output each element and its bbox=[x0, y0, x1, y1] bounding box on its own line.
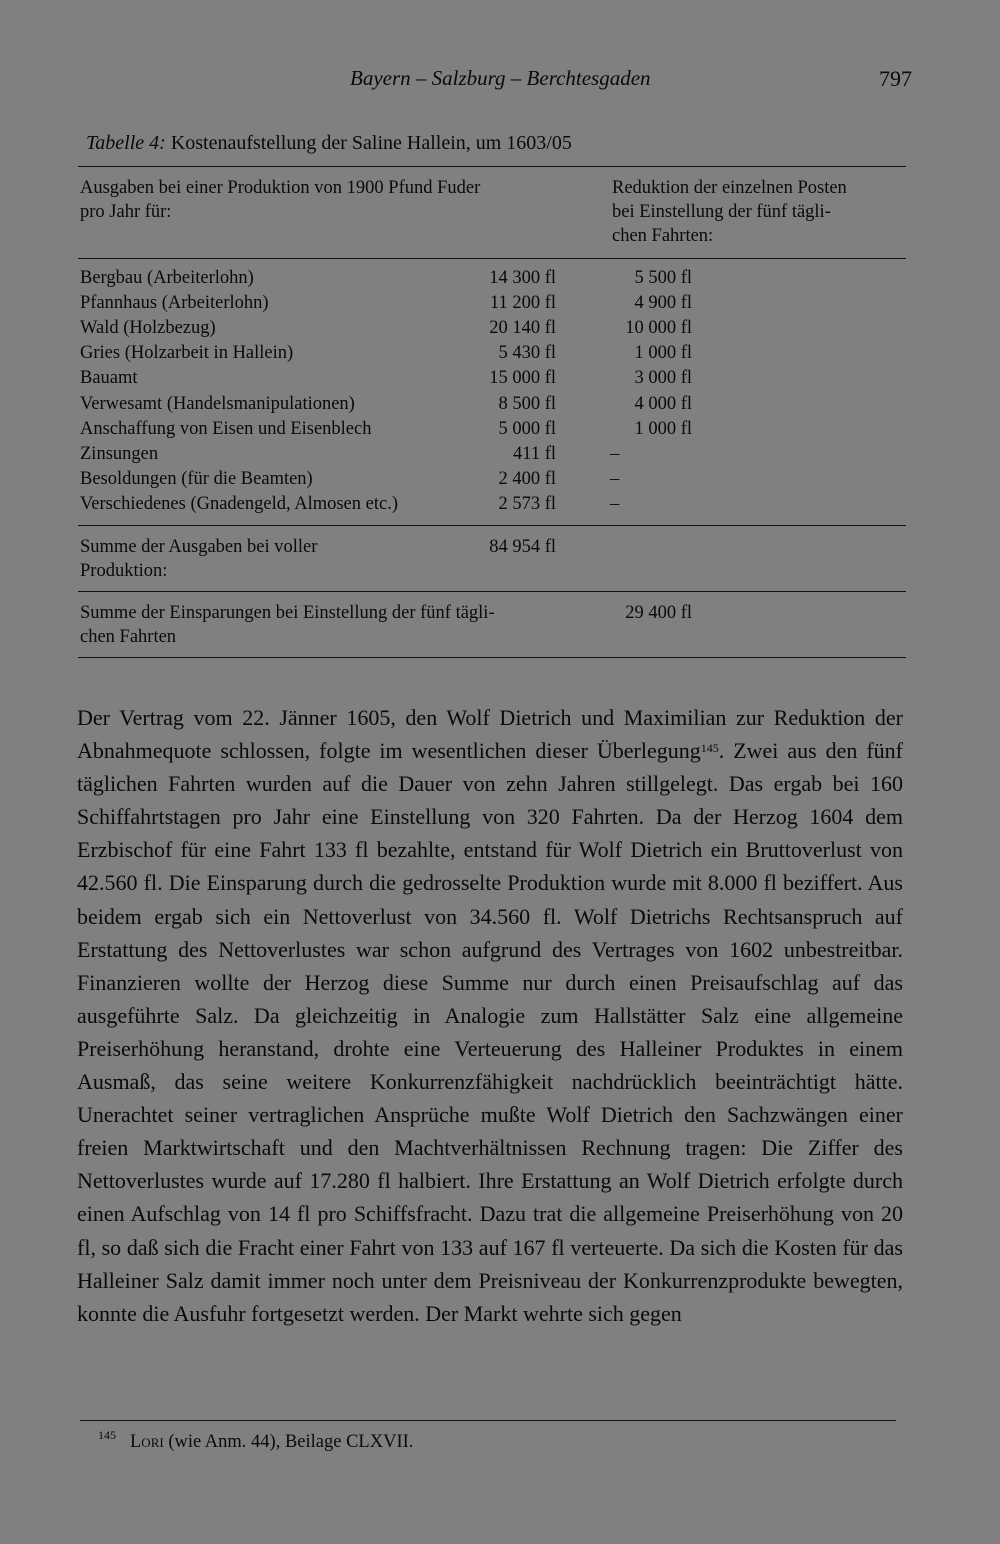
table-row-reduction: – bbox=[610, 468, 620, 489]
sum-label-line1: Summe der Ausgaben bei voller bbox=[80, 537, 318, 557]
table-row-cost: 20 140 fl bbox=[489, 318, 556, 339]
column-header-reduction-line2: bei Einstellung der fünf tägli- bbox=[612, 202, 831, 222]
table-row-item: Verwesamt (Handelsmanipulationen) bbox=[80, 393, 355, 414]
savings-label-line1: Summe der Einsparungen bei Einstellung der fünf tägli- bbox=[80, 603, 495, 623]
table-row-cost: 2 400 fl bbox=[498, 468, 556, 489]
savings-label-line2: chen Fahrten bbox=[80, 627, 177, 647]
footnote bbox=[98, 1428, 414, 1453]
table-row-reduction: 3 000 fl bbox=[634, 368, 692, 389]
table-row-reduction: 1 000 fl bbox=[634, 418, 692, 439]
table-row-reduction: 5 500 fl bbox=[634, 268, 692, 288]
table-sum-rule bbox=[78, 525, 906, 526]
table-row-cost: 11 200 fl bbox=[489, 293, 556, 314]
body-text-part2: . Zwei aus den fünf täglichen Fahrten wurden auf die Dauer von zehn Jahren stillgelegt. Das ergab bei 160 Schiffahrtstagen pro Jahr eine Einstellung von 320 Fahrten. Da der Herzog 1604 dem Erzbischof für eine Fahrt 133 fl bezahlte, entstand für Wolf Dietrich ein Bruttoverlust von 42.560 fl. Die Einsparung durch die gedrosselte Produktion wurde mit 8.000 fl beziffert. Aus beidem ergab sich ein Nettoverlust von 34.560 fl. Wolf Dietrichs Rechtsanspruch auf Erstattung des Nettoverlustes war schon aufgrund des Vertrages von 1602 unbestreitbar. Finanzieren wollte der Herzog diese Summe nur durch einen Preisaufschlag auf das ausgeführte Salz. Da gleichzeitig in Analogie zum Hallstätter Salz eine allgemeine Preiserhöhung heranstand, drohte eine Verteuerung des Halleiner Produktes in einem Ausmaß, das seine weitere Konkurrenzfähigkeit nachdrücklich beeinträchtigt hätte. Unerachtet seiner vertraglichen Ansprüche mußte Wolf Dietrich den Sachzwängen einer freien Marktwirtschaft und den Machtverhältnissen Rechnung tragen: Die Ziffer des Nettoverlustes wurde auf 17.280 fl halbiert. Ihre Erstattung an Wolf Dietrich erfolgte durch einen Aufschlag von 14 fl pro Schiffsfracht. Dazu trat die allgemeine Preiserhöhung von 20 fl, so daß sich die Fracht einer Fahrt von 133 auf 167 fl verteuerte. Da sich die Kosten für das Halleiner Salz damit immer noch unter dem Preisniveau der Konkurrenzprodukte bewegten, konnte die Ausfuhr fortgesetzt werden. Der Markt wehrte sich gegen bbox=[77, 738, 903, 1326]
table-row-cost: 2 573 fl bbox=[498, 493, 556, 514]
body-paragraph bbox=[77, 701, 903, 1330]
table-caption-label: Tabelle 4: bbox=[86, 132, 166, 154]
table-row-reduction: 4 900 fl bbox=[634, 293, 692, 314]
table-row-cost: 14 300 fl bbox=[489, 268, 556, 288]
table-row-item: Verschiedenes (Gnadengeld, Almosen etc.) bbox=[80, 493, 398, 514]
table-row-cost: 15 000 fl bbox=[489, 368, 556, 389]
column-header-expenses-line2: pro Jahr für: bbox=[80, 202, 172, 222]
table-header-rule bbox=[78, 258, 906, 259]
table-row-item: Bergbau (Arbeiterlohn) bbox=[80, 268, 254, 288]
column-header-expenses-line1: Ausgaben bei einer Produktion von 1900 Pfund Fuder bbox=[80, 178, 481, 198]
table-bottom-rule bbox=[78, 657, 906, 658]
footnote-text: (wie Anm. 44), Beilage CLXVII. bbox=[168, 1432, 414, 1452]
savings-value: 29 400 fl bbox=[625, 603, 692, 623]
sum-label-line2: Produktion: bbox=[80, 561, 168, 581]
table-row-reduction: – bbox=[610, 493, 620, 514]
running-head: Bayern – Salzburg – Berchtesgaden bbox=[350, 66, 651, 90]
table-row-reduction: – bbox=[610, 443, 620, 464]
table-caption bbox=[86, 132, 572, 155]
table-savings-rule bbox=[78, 591, 906, 592]
table-row-item: Besoldungen (für die Beamten) bbox=[80, 468, 313, 489]
column-header-expenses bbox=[80, 176, 480, 224]
table-row-cost: 8 500 fl bbox=[498, 393, 556, 414]
table-row-item: Wald (Holzbezug) bbox=[80, 318, 216, 339]
table-row-item: Zinsungen bbox=[80, 443, 159, 464]
table-row-item: Gries (Holzarbeit in Hallein) bbox=[80, 343, 294, 364]
footnote-reference: 145 bbox=[700, 741, 719, 756]
footnote-author: Lori bbox=[130, 1432, 164, 1452]
table-row-cost: 411 fl bbox=[513, 443, 556, 464]
sum-value: 84 954 fl bbox=[489, 537, 556, 557]
table-row-reduction: 10 000 fl bbox=[625, 318, 692, 339]
table-row-item: Pfannhaus (Arbeiterlohn) bbox=[80, 293, 269, 314]
column-header-reduction bbox=[612, 176, 847, 248]
column-header-reduction-line1: Reduktion der einzelnen Posten bbox=[612, 178, 847, 198]
table-caption-text: Kostenaufstellung der Saline Hallein, um 1603/05 bbox=[170, 132, 572, 154]
column-header-reduction-line3: chen Fahrten: bbox=[612, 226, 714, 246]
table-row-cost: 5 000 fl bbox=[498, 418, 556, 439]
page-number: 797 bbox=[879, 66, 912, 91]
table-top-rule bbox=[78, 166, 906, 167]
table-row-item: Anschaffung von Eisen und Eisenblech bbox=[80, 418, 372, 439]
footnote-number: 145 bbox=[98, 1428, 116, 1442]
savings-label bbox=[80, 601, 495, 649]
table-row-cost: 5 430 fl bbox=[498, 343, 556, 364]
footnote-rule bbox=[80, 1420, 896, 1421]
body-text-part1: Der Vertrag vom 22. Jänner 1605, den Wolf Dietrich und Maximilian zur Reduktion der Abnahmequote schlossen, folgte im wesentlichen dieser Überlegung bbox=[77, 705, 903, 764]
table-row-reduction: 4 000 fl bbox=[634, 393, 692, 414]
sum-label bbox=[80, 535, 317, 583]
table-row-item: Bauamt bbox=[80, 368, 138, 389]
table-row-reduction: 1 000 fl bbox=[634, 343, 692, 364]
